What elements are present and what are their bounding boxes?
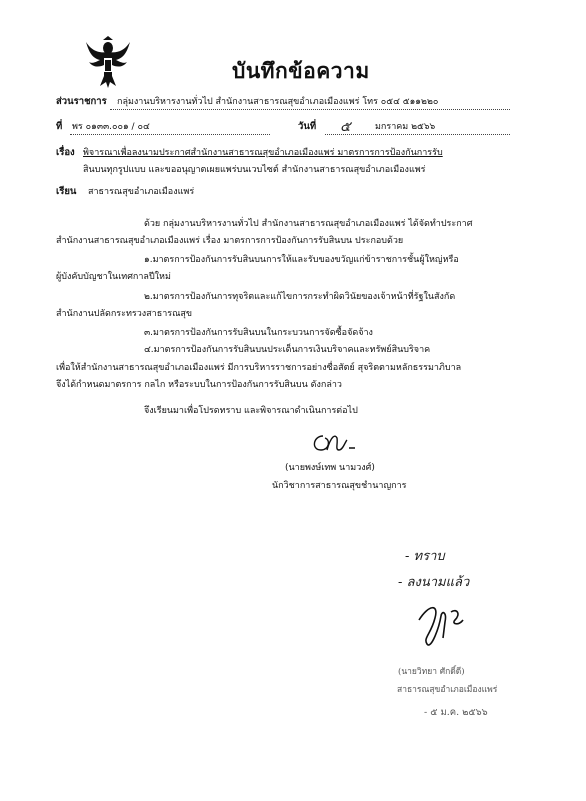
to-label: เรียน bbox=[56, 186, 77, 197]
agency-value: กลุ่มงานบริหารงานทั่วไป สำนักงานสาธารณสุขอำเภอเมืองแพร่ โทร ๐๕๔ ๕๑๑๒๒๐ bbox=[117, 97, 439, 107]
body-item4: ๔.มาตรการป้องกันการรับสินบนประเด็นการเงินบริจาคและทรัพย์สินบริจาค bbox=[144, 345, 431, 355]
endorsement-note1: - ทราบ bbox=[405, 549, 445, 564]
body-item2-line1: ๒.มาตรการป้องกันการทุจริตและแก้ไขการกระทำผิดวินัยของเจ้าหน้าที่รัฐในสังกัด bbox=[144, 292, 456, 302]
body-p2-line2: จึงได้กำหนดมาตรการ กลไก หรือระบบในการป้องกันการรับสินบน ดังกล่าว bbox=[56, 380, 342, 390]
ref-label: ที่ bbox=[56, 121, 63, 132]
endorsement-signature-mark bbox=[405, 598, 485, 654]
signer-position: นักวิชาการสาธารณสุขชำนาญการ bbox=[272, 481, 407, 491]
body-closing: จึงเรียนมาเพื่อโปรดทราบ และพิจารณาดำเนินการต่อไป bbox=[144, 406, 358, 416]
endorsement-note2: - ลงนามแล้ว bbox=[398, 575, 470, 590]
subject-label: เรื่อง bbox=[56, 147, 75, 158]
body-item3: ๓.มาตรการป้องกันการรับสินบนในกระบวนการจัดซื้อจัดจ้าง bbox=[144, 328, 373, 338]
agency-dotline bbox=[110, 109, 510, 110]
signature-mark bbox=[305, 430, 365, 458]
body-item1-line2: ผู้บังคับบัญชาในเทศกาลปีใหม่ bbox=[56, 272, 171, 282]
memo-title: บันทึกข้อความ bbox=[232, 59, 370, 83]
garuda-emblem-icon bbox=[86, 36, 130, 88]
body-item2-line2: สำนักงานปลัดกระทรวงสาธารณสุข bbox=[56, 309, 193, 319]
stamp-date: - ๕ ม.ค. ๒๕๖๖ bbox=[424, 707, 488, 718]
signer-name: (นายพงษ์เทพ นามวงศ์) bbox=[285, 463, 375, 473]
body-p1-line1: ด้วย กลุ่มงานบริหารงานทั่วไป สำนักงานสาธารณสุขอำเภอเมืองแพร่ ได้จัดทำประกาศ bbox=[144, 219, 473, 229]
date-day: ๕ bbox=[340, 119, 351, 135]
date-label: วันที่ bbox=[298, 121, 317, 132]
stamp-position: สาธารณสุขอำเภอเมืองแพร่ bbox=[397, 685, 498, 695]
ref-value: พร ๐๑๓๓.๐๐๑ / ๐๔ bbox=[72, 122, 150, 132]
agency-label: ส่วนราชการ bbox=[56, 96, 107, 107]
subject-line1: พิจารณาเพื่อลงนามประกาศสำนักงานสาธารณสุขอำเภอเมืองแพร่ มาตรการการป้องกันการรับ bbox=[83, 148, 443, 158]
body-p1-line2: สำนักงานสาธารณสุขอำเภอเมืองแพร่ เรื่อง มาตรการการป้องกันการรับสินบน ประกอบด้วย bbox=[56, 236, 404, 246]
body-item1-line1: ๑.มาตรการป้องกันการรับสินบนการให้และรับของขวัญแก่ข้าราชการชั้นผู้ใหญ่หรือ bbox=[144, 255, 459, 265]
stamp-name: (นายวิทยา ศักดิ์ดี) bbox=[398, 667, 465, 677]
body-p2-line1: เพื่อให้สำนักงานสาธารณสุขอำเภอเมืองแพร่ มีการบริหารราชการอย่างซื่อสัตย์ สุจริตตามหลักธรรมาภิบาล bbox=[56, 363, 462, 373]
ref-dotline bbox=[70, 134, 270, 135]
subject-line2: สินบนทุกรูปแบบ และขออนุญาตเผยแพร่บนเวบไซต์ สำนักงานสาธารณสุขอำเภอเมืองแพร่ bbox=[83, 165, 426, 175]
date-dotline bbox=[325, 134, 510, 135]
to-value: สาธารณสุขอำเภอเมืองแพร่ bbox=[88, 187, 195, 197]
date-rest: มกราคม ๒๕๖๖ bbox=[375, 122, 436, 132]
